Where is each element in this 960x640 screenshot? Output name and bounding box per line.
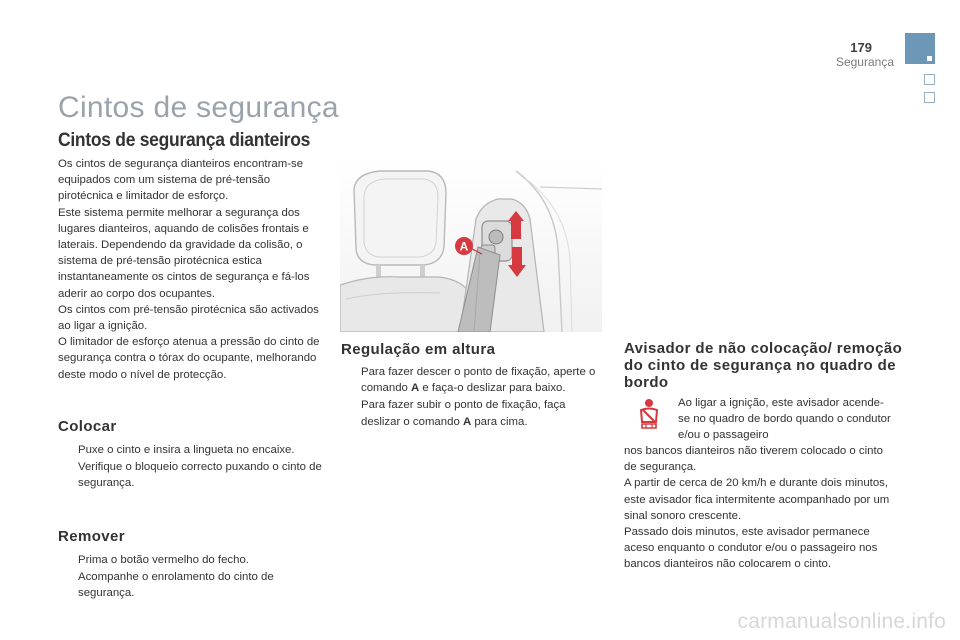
list-item: Verifique o bloqueio correcto puxando o cinto de segurança. (78, 461, 322, 490)
watermark-logo: carmanualsonline.info (737, 610, 946, 633)
list-item: Puxe o cinto e insira a lingueta no encaixe. (78, 444, 295, 456)
intro-paragraph: Os cintos de segurança dianteiros encontram-se equipados com um sistema de pré-tensão pirotécnica e limitador de esforço. (58, 158, 304, 203)
intro-paragraph: O limitador de esforço atenua a pressão do cinto de segurança contra o tórax do ocupante, melhorando deste modo o nível de protecção. (58, 336, 320, 381)
remover-heading: Remover (58, 528, 125, 545)
page-title: Cintos de segurança (58, 91, 339, 124)
colocar-heading: Colocar (58, 418, 117, 435)
page-number: 179 (850, 40, 872, 55)
chapter-tab[interactable] (924, 92, 935, 103)
chapter-tab[interactable] (924, 74, 935, 85)
avisador-paragraph: nos bancos dianteiros não tiverem colocado o cinto de segurança. (624, 445, 883, 474)
list-item: Prima o botão vermelho do fecho. (78, 554, 249, 566)
list-item: Para fazer subir o ponto de fixação, faça deslizar o comando A para cima. (361, 399, 566, 428)
colocar-list (58, 442, 328, 493)
avisador-paragraph: A partir de cerca de 20 km/h e durante dois minutos, este avisador fica intermitente acompanhado por um sinal sonoro crescente. (624, 477, 890, 522)
section-name: Segurança (835, 55, 894, 69)
callout-label: A (459, 239, 469, 254)
seatbelt-warning-icon (636, 398, 662, 430)
list-item: Para fazer descer o ponto de fixação, aperte o comando A e faça-o deslizar para baixo. (361, 366, 596, 395)
seat-back-shape (340, 277, 480, 332)
anchor-bolt (489, 230, 503, 244)
avisador-heading: Avisador de não colocação/ remoção do cinto de segurança no quadro de bordo (624, 340, 903, 391)
section-subtitle: Cintos de segurança dianteiros (58, 130, 311, 151)
intro-text (58, 156, 322, 383)
avisador-text-first: Ao ligar a ignição, este avisador acende-se no quadro de bordo quando o condutor e/ou o passageiro (678, 397, 891, 442)
seatbelt-height-figure (340, 159, 602, 332)
intro-paragraph: Este sistema permite melhorar a segurança dos lugares dianteiros, aquando de colisões frontais e laterais. Dependendo da gravidade da colisão, o sistema de pré-tensão pirotécnica estica instantaneamente os cintos de segurança e fá-los aderir ao corpo dos ocupantes. (58, 206, 310, 300)
intro-paragraph: Os cintos com pré-tensão pirotécnica são activados ao ligar a ignição. (58, 303, 319, 333)
chapter-tab-active[interactable] (905, 33, 935, 64)
regulacao-heading: Regulação em altura (341, 341, 496, 358)
remover-list (58, 552, 328, 603)
regulacao-list (341, 364, 603, 431)
list-item: Acompanhe o enrolamento do cinto de segurança. (78, 571, 274, 600)
avisador-paragraph: Passado dois minutos, este avisador permanece aceso enquanto o condutor e/ou o passageiro nos bancos dianteiros não colocarem o cinto. (624, 526, 878, 571)
avisador-text (624, 443, 892, 573)
